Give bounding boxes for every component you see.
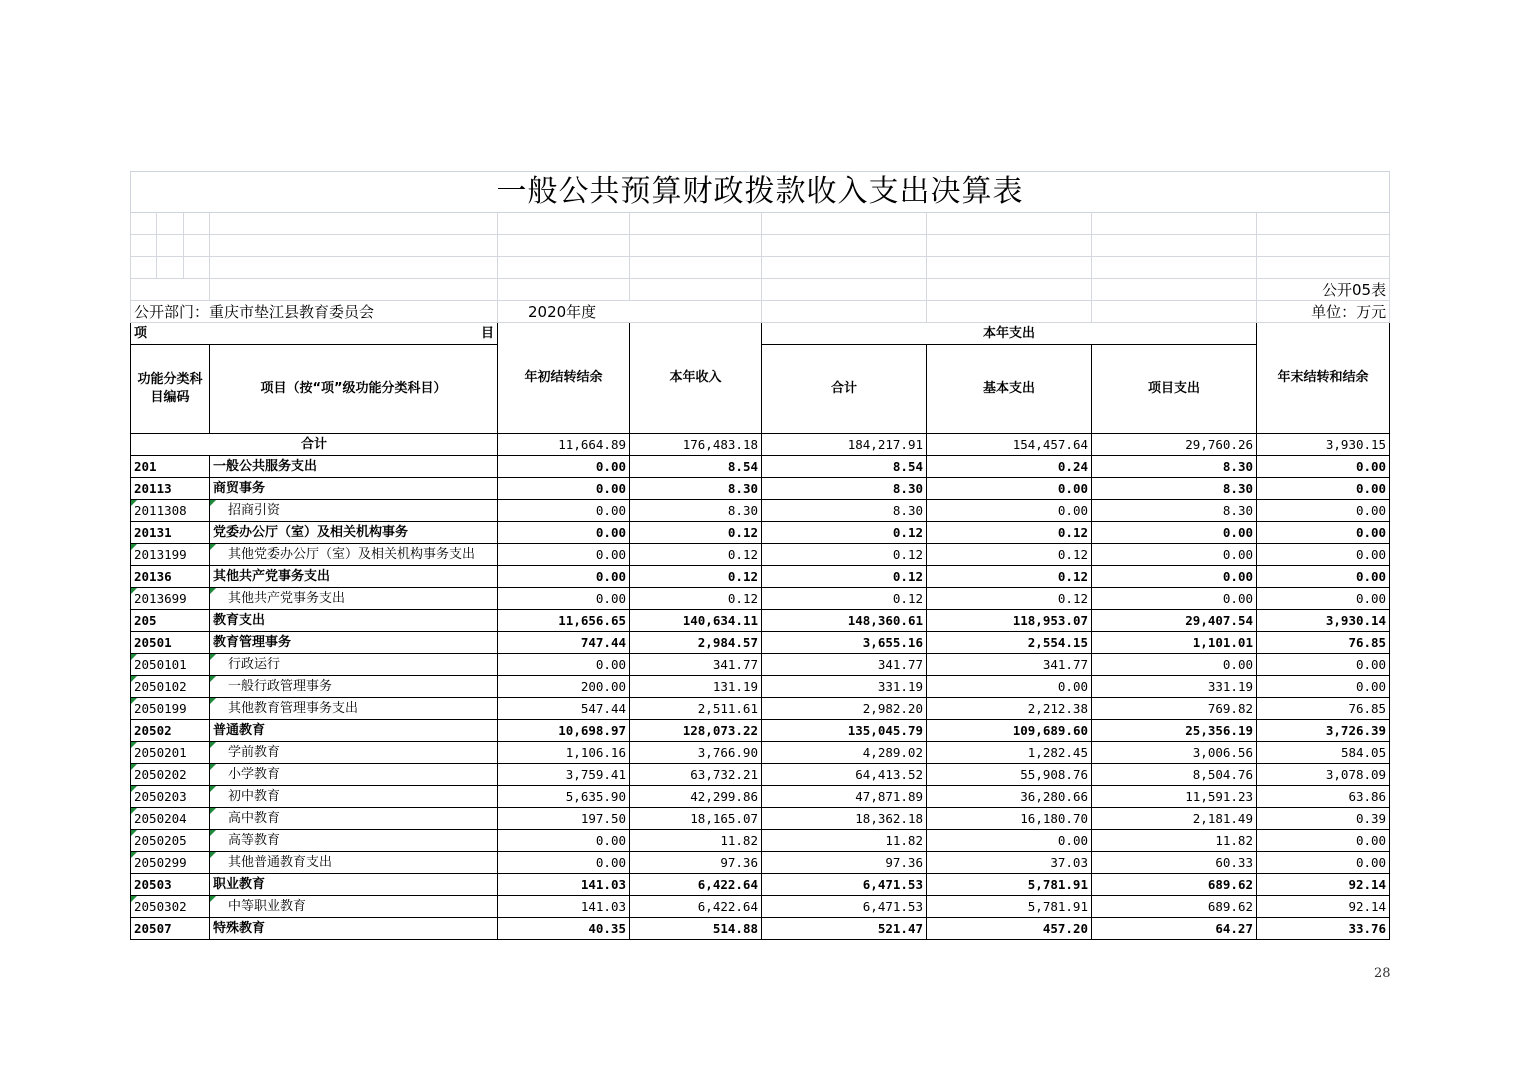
project-expense-header: 项目支出 [1092,345,1257,434]
table-row [131,522,1390,544]
cell-opening: 141.03 [498,896,630,918]
cell-closing: 63.86 [1257,786,1390,808]
unit-label: 单位：万元 [1257,301,1390,323]
cell-income: 6,422.64 [630,896,762,918]
cell-basic: 0.00 [927,830,1092,852]
row-name: 商贸事务 [210,478,498,500]
cell-income: 6,422.64 [630,874,762,896]
cell-income: 11.82 [630,830,762,852]
cell-opening: 200.00 [498,676,630,698]
row-name: 普通教育 [210,720,498,742]
expense-total-header: 合计 [762,345,927,434]
code-header: 功能分类科目编码 [131,345,210,434]
cell-project: 0.00 [1092,566,1257,588]
total-label: 合计 [131,434,498,456]
row-name: 其他党委办公厅（室）及相关机构事务支出 [210,544,498,566]
cell-closing: 0.00 [1257,522,1390,544]
total-opening: 11,664.89 [498,434,630,456]
row-code: 2050199 [131,698,210,720]
cell-income: 128,073.22 [630,720,762,742]
total-project: 29,760.26 [1092,434,1257,456]
table-row [131,610,1390,632]
table-row [131,874,1390,896]
row-name: 招商引资 [210,500,498,522]
cell-project: 11.82 [1092,830,1257,852]
cell-basic: 0.00 [927,676,1092,698]
department-label: 公开部门：重庆市垫江县教育委员会 [131,301,498,323]
cell-income: 0.12 [630,588,762,610]
cell-project: 29,407.54 [1092,610,1257,632]
cell-closing: 3,078.09 [1257,764,1390,786]
income-header: 本年收入 [630,323,762,434]
cell-project: 689.62 [1092,896,1257,918]
cell-opening: 0.00 [498,852,630,874]
cell-closing: 92.14 [1257,874,1390,896]
cell-opening: 0.00 [498,544,630,566]
fiscal-year: 2020年度 [498,301,762,323]
cell-total: 8.54 [762,456,927,478]
table-row [131,852,1390,874]
cell-closing: 33.76 [1257,918,1390,940]
row-code: 2050203 [131,786,210,808]
table-row [131,566,1390,588]
cell-basic: 55,908.76 [927,764,1092,786]
total-row [131,434,1390,456]
cell-opening: 0.00 [498,478,630,500]
table-row [131,478,1390,500]
row-name: 高等教育 [210,830,498,852]
cell-income: 514.88 [630,918,762,940]
row-name: 小学教育 [210,764,498,786]
row-name: 学前教育 [210,742,498,764]
row-name: 职业教育 [210,874,498,896]
row-code: 2011308 [131,500,210,522]
row-name: 其他普通教育支出 [210,852,498,874]
cell-opening: 1,106.16 [498,742,630,764]
cell-basic: 36,280.66 [927,786,1092,808]
cell-closing: 92.14 [1257,896,1390,918]
cell-opening: 0.00 [498,500,630,522]
cell-basic: 118,953.07 [927,610,1092,632]
cell-total: 0.12 [762,522,927,544]
cell-basic: 0.12 [927,544,1092,566]
total-basic: 154,457.64 [927,434,1092,456]
page-number: 28 [1374,966,1391,981]
cell-total: 135,045.79 [762,720,927,742]
cell-closing: 3,930.14 [1257,610,1390,632]
cell-opening: 11,656.65 [498,610,630,632]
cell-opening: 0.00 [498,522,630,544]
table-row [131,676,1390,698]
cell-closing: 0.39 [1257,808,1390,830]
cell-total: 331.19 [762,676,927,698]
cell-project: 25,356.19 [1092,720,1257,742]
cell-opening: 197.50 [498,808,630,830]
cell-closing: 76.85 [1257,698,1390,720]
row-code: 20507 [131,918,210,940]
cell-basic: 2,212.38 [927,698,1092,720]
cell-project: 689.62 [1092,874,1257,896]
cell-closing: 0.00 [1257,830,1390,852]
name-header: 项目（按“项”级功能分类科目） [210,345,498,434]
row-name: 党委办公厅（室）及相关机构事务 [210,522,498,544]
cell-project: 1,101.01 [1092,632,1257,654]
table-row [131,918,1390,940]
cell-opening: 0.00 [498,654,630,676]
cell-total: 6,471.53 [762,896,927,918]
total-expense: 184,217.91 [762,434,927,456]
table-row [131,632,1390,654]
cell-total: 2,982.20 [762,698,927,720]
cell-total: 64,413.52 [762,764,927,786]
cell-opening: 0.00 [498,566,630,588]
closing-balance-header: 年末结转和结余 [1257,323,1390,434]
cell-basic: 16,180.70 [927,808,1092,830]
opening-balance-header: 年初结转结余 [498,323,630,434]
row-code: 2013699 [131,588,210,610]
total-closing: 3,930.15 [1257,434,1390,456]
row-name: 中等职业教育 [210,896,498,918]
cell-closing: 584.05 [1257,742,1390,764]
table-row [131,764,1390,786]
cell-income: 8.30 [630,500,762,522]
cell-total: 148,360.61 [762,610,927,632]
expense-group-header: 本年支出 [762,323,1257,345]
cell-income: 2,984.57 [630,632,762,654]
cell-opening: 0.00 [498,830,630,852]
cell-total: 0.12 [762,566,927,588]
cell-income: 63,732.21 [630,764,762,786]
cell-closing: 0.00 [1257,588,1390,610]
cell-income: 18,165.07 [630,808,762,830]
budget-table [130,171,1390,940]
cell-income: 8.30 [630,478,762,500]
budget-sheet [130,171,1389,940]
cell-project: 8,504.76 [1092,764,1257,786]
cell-closing: 0.00 [1257,500,1390,522]
cell-total: 8.30 [762,478,927,500]
cell-income: 0.12 [630,566,762,588]
table-row [131,544,1390,566]
row-code: 20503 [131,874,210,896]
cell-income: 0.12 [630,522,762,544]
row-name: 高中教育 [210,808,498,830]
cell-basic: 0.12 [927,566,1092,588]
cell-closing: 0.00 [1257,566,1390,588]
cell-project: 769.82 [1092,698,1257,720]
cell-project: 331.19 [1092,676,1257,698]
cell-total: 47,871.89 [762,786,927,808]
cell-total: 521.47 [762,918,927,940]
cell-total: 341.77 [762,654,927,676]
row-code: 201 [131,456,210,478]
cell-opening: 3,759.41 [498,764,630,786]
cell-income: 131.19 [630,676,762,698]
cell-total: 3,655.16 [762,632,927,654]
cell-project: 0.00 [1092,654,1257,676]
cell-income: 140,634.11 [630,610,762,632]
table-row [131,500,1390,522]
cell-project: 8.30 [1092,500,1257,522]
table-row [131,808,1390,830]
cell-total: 11.82 [762,830,927,852]
cell-basic: 0.12 [927,522,1092,544]
cell-opening: 547.44 [498,698,630,720]
cell-opening: 0.00 [498,456,630,478]
cell-basic: 457.20 [927,918,1092,940]
row-code: 20131 [131,522,210,544]
cell-closing: 0.00 [1257,654,1390,676]
row-name: 初中教育 [210,786,498,808]
table-row [131,456,1390,478]
row-name: 教育管理事务 [210,632,498,654]
cell-basic: 0.00 [927,500,1092,522]
page-title: 一般公共预算财政拨款收入支出决算表 [131,172,1390,213]
cell-closing: 0.00 [1257,456,1390,478]
cell-opening: 10,698.97 [498,720,630,742]
cell-total: 4,289.02 [762,742,927,764]
cell-income: 0.12 [630,544,762,566]
cell-basic: 0.00 [927,478,1092,500]
row-code: 2013199 [131,544,210,566]
cell-total: 6,471.53 [762,874,927,896]
row-name: 其他教育管理事务支出 [210,698,498,720]
table-row [131,698,1390,720]
row-code: 205 [131,610,210,632]
cell-basic: 341.77 [927,654,1092,676]
cell-closing: 3,726.39 [1257,720,1390,742]
row-code: 2050101 [131,654,210,676]
cell-project: 0.00 [1092,522,1257,544]
form-number: 公开05表 [1257,279,1390,301]
cell-opening: 141.03 [498,874,630,896]
row-name: 其他共产党事务支出 [210,566,498,588]
cell-closing: 0.00 [1257,478,1390,500]
cell-total: 0.12 [762,544,927,566]
cell-closing: 0.00 [1257,544,1390,566]
table-row [131,588,1390,610]
cell-closing: 76.85 [1257,632,1390,654]
row-name: 一般行政管理事务 [210,676,498,698]
table-row [131,654,1390,676]
cell-total: 8.30 [762,500,927,522]
cell-opening: 0.00 [498,588,630,610]
table-row [131,896,1390,918]
cell-opening: 40.35 [498,918,630,940]
row-name: 行政运行 [210,654,498,676]
row-name: 一般公共服务支出 [210,456,498,478]
cell-basic: 0.12 [927,588,1092,610]
row-code: 2050202 [131,764,210,786]
cell-basic: 109,689.60 [927,720,1092,742]
row-code: 2050204 [131,808,210,830]
row-code: 2050302 [131,896,210,918]
cell-basic: 5,781.91 [927,896,1092,918]
cell-income: 97.36 [630,852,762,874]
cell-project: 64.27 [1092,918,1257,940]
table-row [131,720,1390,742]
row-code: 2050205 [131,830,210,852]
cell-income: 2,511.61 [630,698,762,720]
cell-project: 60.33 [1092,852,1257,874]
cell-project: 8.30 [1092,456,1257,478]
basic-expense-header: 基本支出 [927,345,1092,434]
cell-basic: 1,282.45 [927,742,1092,764]
row-code: 2050201 [131,742,210,764]
cell-project: 0.00 [1092,588,1257,610]
cell-basic: 0.24 [927,456,1092,478]
cell-total: 97.36 [762,852,927,874]
row-code: 20501 [131,632,210,654]
total-income: 176,483.18 [630,434,762,456]
row-code: 20502 [131,720,210,742]
cell-opening: 5,635.90 [498,786,630,808]
cell-closing: 0.00 [1257,676,1390,698]
row-code: 20113 [131,478,210,500]
cell-project: 8.30 [1092,478,1257,500]
row-code: 2050299 [131,852,210,874]
row-code: 2050102 [131,676,210,698]
table-row [131,742,1390,764]
cell-income: 341.77 [630,654,762,676]
cell-income: 42,299.86 [630,786,762,808]
cell-total: 0.12 [762,588,927,610]
cell-project: 3,006.56 [1092,742,1257,764]
cell-basic: 37.03 [927,852,1092,874]
cell-income: 8.54 [630,456,762,478]
table-row [131,830,1390,852]
table-row [131,786,1390,808]
cell-project: 0.00 [1092,544,1257,566]
row-code: 20136 [131,566,210,588]
cell-basic: 2,554.15 [927,632,1092,654]
cell-basic: 5,781.91 [927,874,1092,896]
cell-opening: 747.44 [498,632,630,654]
row-name: 特殊教育 [210,918,498,940]
cell-income: 3,766.90 [630,742,762,764]
item-header: 项 目 [131,323,498,345]
cell-project: 2,181.49 [1092,808,1257,830]
cell-project: 11,591.23 [1092,786,1257,808]
cell-closing: 0.00 [1257,852,1390,874]
row-name: 教育支出 [210,610,498,632]
cell-total: 18,362.18 [762,808,927,830]
row-name: 其他共产党事务支出 [210,588,498,610]
